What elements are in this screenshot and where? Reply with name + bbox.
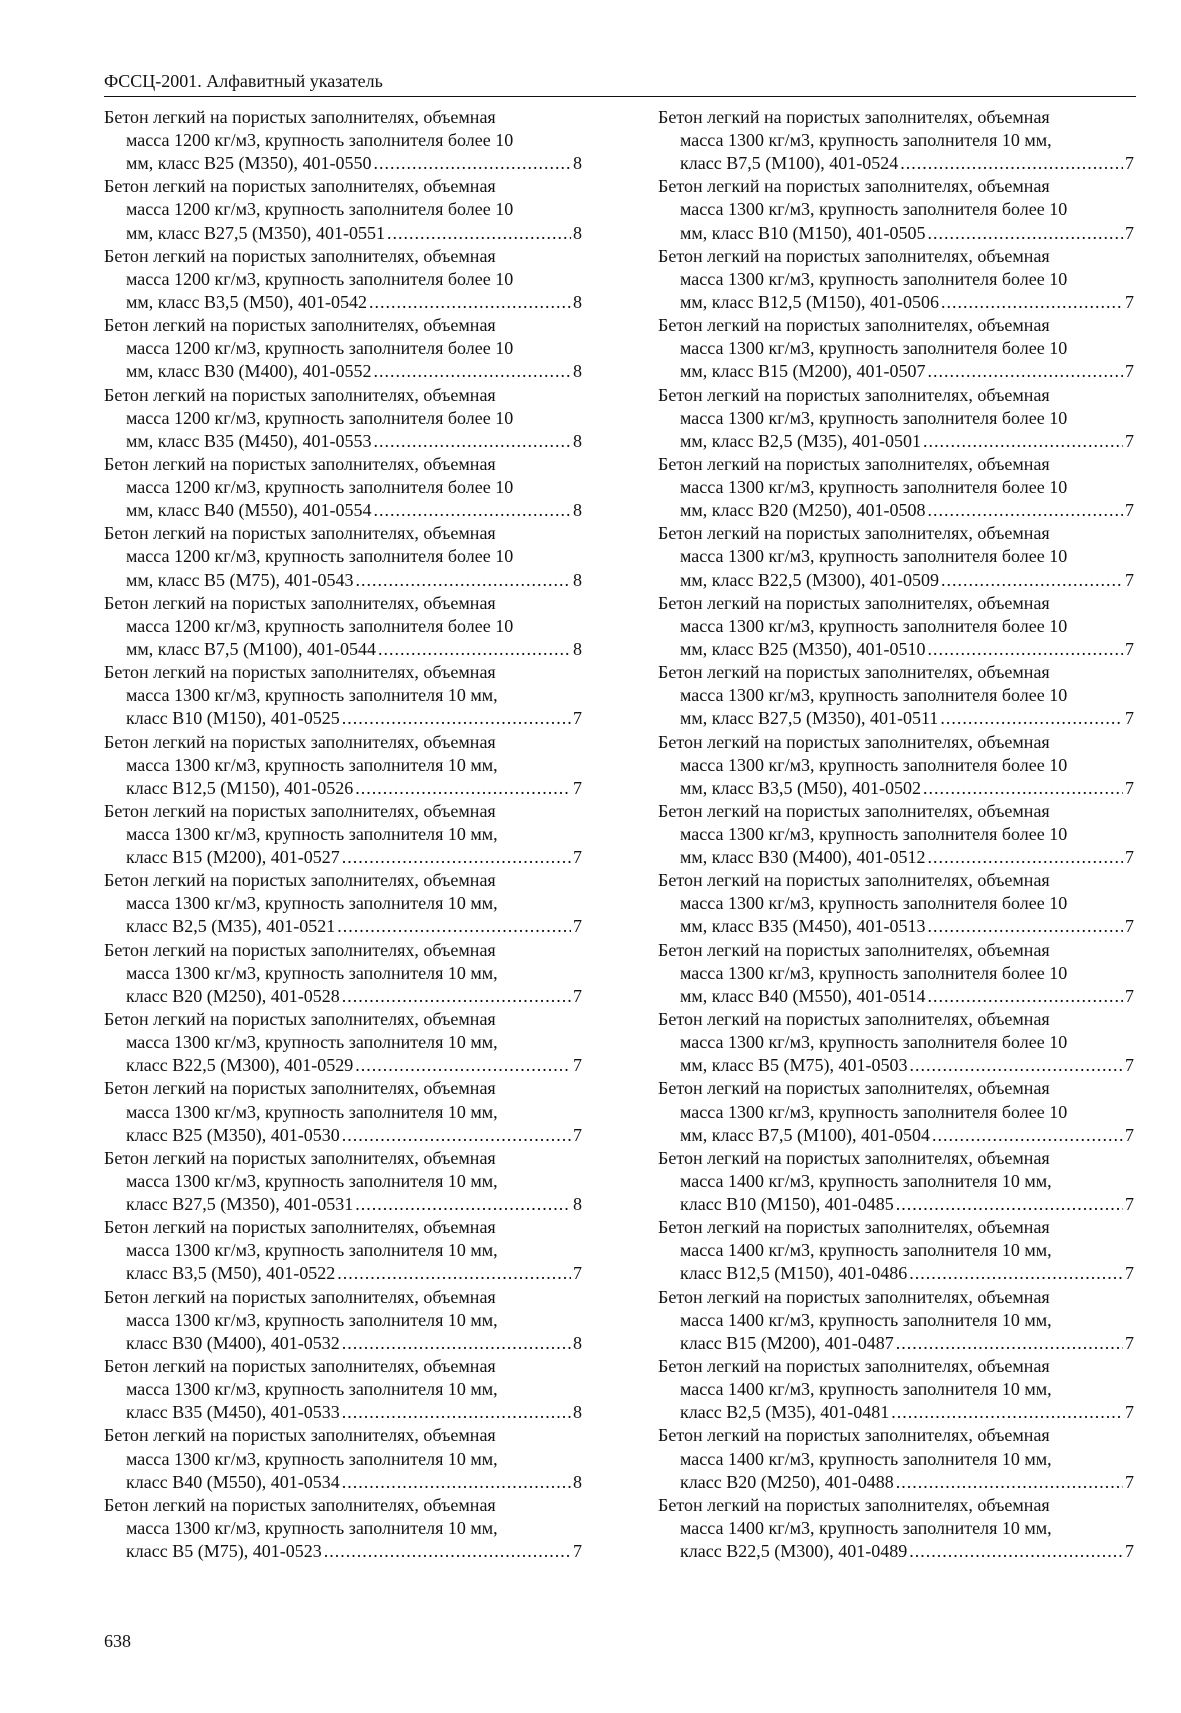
- dot-leader: [891, 1401, 1123, 1424]
- index-entry-line-2: масса 1300 кг/м3, крупность заполнителя более 10: [680, 199, 1068, 220]
- dot-leader: [373, 360, 571, 383]
- index-entry-code: мм, класс В27,5 (М350), 401-0511: [680, 708, 939, 729]
- index-entry-line-2: масса 1300 кг/м3, крупность заполнителя более 10: [680, 685, 1068, 706]
- dot-leader: [342, 1124, 571, 1147]
- index-entry-line-1: Бетон легкий на пористых заполнителях, объемная: [658, 107, 1050, 127]
- index-entry-line-2: масса 1200 кг/м3, крупность заполнителя более 10: [126, 199, 514, 220]
- index-entry-page: 7: [573, 1055, 582, 1076]
- index-entry-line-2: масса 1200 кг/м3, крупность заполнителя более 10: [126, 338, 514, 359]
- index-entry-page: 7: [1125, 569, 1134, 590]
- index-entry-line-2: масса 1300 кг/м3, крупность заполнителя 10 мм,: [680, 130, 1052, 151]
- index-entry-line-2: масса 1300 кг/м3, крупность заполнителя 10 мм,: [126, 685, 498, 706]
- index-entry-line-1: Бетон легкий на пористых заполнителях, объемная: [658, 1356, 1050, 1377]
- index-entry: [658, 106, 1134, 175]
- dot-leader: [369, 291, 571, 314]
- index-entry-line-1: Бетон легкий на пористых заполнителях, объемная: [104, 384, 496, 405]
- index-entry: [658, 1494, 1134, 1563]
- index-entry-page: 7: [573, 985, 582, 1006]
- index-entry: [658, 800, 1134, 869]
- index-entry-line-2: масса 1300 кг/м3, крупность заполнителя более 10: [680, 407, 1068, 428]
- index-entry-page: 7: [1125, 708, 1134, 729]
- index-entry-page: 7: [1125, 222, 1134, 243]
- index-entry-line-2: масса 1400 кг/м3, крупность заполнителя 10 мм,: [680, 1170, 1052, 1191]
- index-entry-page: 8: [573, 1332, 582, 1353]
- index-entry-line-3: [658, 222, 1134, 245]
- index-entry-line-3: [658, 499, 1134, 522]
- dot-leader: [342, 707, 571, 730]
- index-entry-code: мм, класс В5 (М75), 401-0503: [680, 1055, 908, 1076]
- index-entry-code: класс В30 (М400), 401-0532: [126, 1332, 340, 1353]
- index-entry: [658, 522, 1134, 591]
- index-entry: [104, 175, 582, 244]
- index-entry: [104, 1494, 582, 1563]
- index-entry-page: 7: [1125, 1332, 1134, 1353]
- index-entry: [104, 453, 582, 522]
- index-entry-page: 8: [573, 569, 582, 590]
- index-entry-line-2: масса 1300 кг/м3, крупность заполнителя 10 мм,: [126, 893, 498, 914]
- index-entry-code: мм, класс В7,5 (М100), 401-0504: [680, 1124, 930, 1145]
- dot-leader: [373, 499, 571, 522]
- index-entry-code: класс В10 (М150), 401-0525: [126, 708, 340, 729]
- index-entry-line-2: масса 1300 кг/м3, крупность заполнителя 10 мм,: [126, 1032, 498, 1053]
- index-entry-code: класс В2,5 (М35), 401-0481: [680, 1402, 890, 1423]
- index-entry-page: 7: [1125, 1124, 1134, 1145]
- index-entry: [658, 314, 1134, 383]
- index-entry-line-3: [104, 1401, 582, 1424]
- index-entry-code: класс В35 (М450), 401-0533: [126, 1402, 340, 1423]
- index-entry-page: 8: [573, 1402, 582, 1423]
- index-entry-line-2: масса 1200 кг/м3, крупность заполнителя более 10: [126, 268, 514, 289]
- index-entry-page: 7: [1125, 361, 1134, 382]
- index-entry-code: класс В2,5 (М35), 401-0521: [126, 916, 336, 937]
- index-entry-line-3: [104, 638, 582, 661]
- index-entry-line-2: масса 1400 кг/м3, крупность заполнителя 10 мм,: [680, 1517, 1052, 1538]
- index-entry-page: 8: [573, 153, 582, 174]
- index-entry-page: 7: [1125, 638, 1134, 659]
- dot-leader: [896, 1471, 1123, 1494]
- index-entry: [104, 522, 582, 591]
- index-entry-line-3: [104, 499, 582, 522]
- dot-leader: [896, 1332, 1123, 1355]
- index-entry-line-3: [104, 915, 582, 938]
- index-entry-line-1: Бетон легкий на пористых заполнителях, объемная: [104, 1286, 496, 1307]
- dot-leader: [342, 1332, 571, 1355]
- index-entry: [658, 1286, 1134, 1355]
- index-entry-page: 8: [573, 500, 582, 521]
- index-entry-line-3: [658, 707, 1134, 730]
- index-entry-line-3: [104, 777, 582, 800]
- index-entry: [104, 314, 582, 383]
- index-entry-line-2: масса 1300 кг/м3, крупность заполнителя 10 мм,: [126, 1101, 498, 1122]
- index-entry-code: класс В40 (М550), 401-0534: [126, 1471, 340, 1492]
- index-entry-code: мм, класс В22,5 (М300), 401-0509: [680, 569, 939, 590]
- dot-leader: [373, 430, 571, 453]
- index-entry-code: мм, класс В2,5 (М35), 401-0501: [680, 430, 921, 451]
- index-entry-line-1: Бетон легкий на пористых заполнителях, объемная: [104, 1425, 496, 1446]
- index-entry-line-2: масса 1300 кг/м3, крупность заполнителя более 10: [680, 893, 1068, 914]
- index-entry-line-1: Бетон легкий на пористых заполнителях, объемная: [658, 1078, 1050, 1099]
- index-entry-page: 8: [573, 638, 582, 659]
- index-entry-line-1: Бетон легкий на пористых заполнителях, объемная: [104, 662, 496, 683]
- index-entry: [658, 1008, 1134, 1077]
- index-entry-code: мм, класс В30 (М400), 401-0552: [126, 361, 372, 382]
- index-entry-line-3: [104, 1262, 582, 1285]
- index-entry-line-2: масса 1300 кг/м3, крупность заполнителя 10 мм,: [126, 1517, 498, 1538]
- index-entry-code: класс В5 (М75), 401-0523: [126, 1541, 322, 1561]
- dot-leader: [342, 1401, 571, 1424]
- index-entry-page: 7: [1125, 916, 1134, 937]
- index-entry-line-3: [104, 430, 582, 453]
- dot-leader: [337, 1262, 571, 1285]
- index-entry: [104, 1424, 582, 1493]
- index-entry-line-3: [658, 1124, 1134, 1147]
- index-entry-line-1: Бетон легкий на пористых заполнителях, объемная: [658, 1147, 1050, 1168]
- index-entry-line-2: масса 1400 кг/м3, крупность заполнителя 10 мм,: [680, 1309, 1052, 1330]
- dot-leader: [896, 1193, 1123, 1216]
- dot-leader: [342, 985, 571, 1008]
- index-entry-line-1: Бетон легкий на пористых заполнителях, объемная: [104, 107, 496, 127]
- index-entry-line-2: масса 1400 кг/м3, крупность заполнителя 10 мм,: [680, 1448, 1052, 1469]
- index-entry-page: 7: [573, 847, 582, 868]
- index-entry-line-1: Бетон легкий на пористых заполнителях, объемная: [658, 1217, 1050, 1238]
- dot-leader: [337, 915, 571, 938]
- index-entry-code: мм, класс В7,5 (М100), 401-0544: [126, 638, 376, 659]
- index-entry-code: мм, класс В5 (М75), 401-0543: [126, 569, 354, 590]
- index-entry: [658, 1077, 1134, 1146]
- index-entry-line-3: [658, 360, 1134, 383]
- index-entry-line-2: масса 1400 кг/м3, крупность заполнителя 10 мм,: [680, 1240, 1052, 1261]
- index-entry-line-3: [104, 569, 582, 592]
- index-entry: [658, 453, 1134, 522]
- index-entry-code: мм, класс В40 (М550), 401-0554: [126, 500, 372, 521]
- index-entry-line-2: масса 1300 кг/м3, крупность заполнителя более 10: [680, 1101, 1068, 1122]
- index-entry-line-3: [104, 846, 582, 869]
- index-entry-line-2: масса 1300 кг/м3, крупность заполнителя более 10: [680, 754, 1068, 775]
- index-entry-page: 7: [1125, 1194, 1134, 1215]
- index-entry-line-1: Бетон легкий на пористых заполнителях, объемная: [658, 176, 1050, 197]
- index-entry-page: 7: [573, 777, 582, 798]
- index-entry-line-3: [104, 1471, 582, 1494]
- index-entry-code: класс В22,5 (М300), 401-0489: [680, 1541, 908, 1561]
- index-entry: [104, 869, 582, 938]
- index-entry-page: 7: [1125, 430, 1134, 451]
- index-entry-line-1: Бетон легкий на пористых заполнителях, объемная: [658, 523, 1050, 544]
- index-entry-line-3: [104, 1193, 582, 1216]
- index-entry-code: мм, класс В20 (М250), 401-0508: [680, 500, 926, 521]
- index-entry: [104, 731, 582, 800]
- index-entry-line-1: Бетон легкий на пористых заполнителях, объемная: [104, 523, 496, 544]
- index-entry-code: мм, класс В25 (М350), 401-0510: [680, 638, 926, 659]
- dot-leader: [355, 569, 571, 592]
- index-entry-line-3: [658, 1540, 1134, 1563]
- index-entry-line-1: Бетон легкий на пористых заполнителях, объемная: [104, 1217, 496, 1238]
- index-entry: [104, 939, 582, 1008]
- dot-leader: [355, 1193, 571, 1216]
- dot-leader: [927, 915, 1123, 938]
- index-entry-line-1: Бетон легкий на пористых заполнителях, объемная: [658, 1286, 1050, 1307]
- dot-leader: [927, 985, 1123, 1008]
- index-entry-code: мм, класс В35 (М450), 401-0513: [680, 916, 926, 937]
- index-entry-line-3: [104, 707, 582, 730]
- index-entry: [104, 800, 582, 869]
- index-entry-code: класс В7,5 (М100), 401-0524: [680, 153, 899, 174]
- index-entry-line-1: Бетон легкий на пористых заполнителях, объемная: [104, 453, 496, 474]
- index-entry-line-1: Бетон легкий на пористых заполнителях, объемная: [104, 176, 496, 197]
- index-entry-line-2: масса 1200 кг/м3, крупность заполнителя более 10: [126, 546, 514, 567]
- index-entry-page: 7: [1125, 500, 1134, 521]
- index-entry-line-2: масса 1300 кг/м3, крупность заполнителя 10 мм,: [126, 754, 498, 775]
- index-entry: [104, 1355, 582, 1424]
- index-entry-line-3: [658, 1332, 1134, 1355]
- index-entry: [658, 1147, 1134, 1216]
- index-entry-line-2: масса 1200 кг/м3, крупность заполнителя более 10: [126, 615, 514, 636]
- index-entry: [658, 869, 1134, 938]
- index-entry-line-1: Бетон легкий на пористых заполнителях, объемная: [658, 731, 1050, 752]
- index-entry-line-1: Бетон легкий на пористых заполнителях, объемная: [658, 939, 1050, 960]
- index-entry-page: 7: [1125, 1471, 1134, 1492]
- index-entry-code: мм, класс В10 (М150), 401-0505: [680, 222, 926, 243]
- index-entry-line-1: Бетон легкий на пористых заполнителях, объемная: [104, 1009, 496, 1030]
- index-entry-code: класс В12,5 (М150), 401-0486: [680, 1263, 908, 1284]
- index-entry-code: мм, класс В40 (М550), 401-0514: [680, 985, 926, 1006]
- index-entry: [104, 1286, 582, 1355]
- index-entry-line-2: масса 1300 кг/м3, крупность заполнителя 10 мм,: [126, 1379, 498, 1400]
- index-entry-code: класс В20 (М250), 401-0488: [680, 1471, 894, 1492]
- index-entry: [658, 731, 1134, 800]
- index-entry-page: 7: [1125, 153, 1134, 174]
- dot-leader: [342, 1471, 571, 1494]
- index-entry-line-1: Бетон легкий на пористых заполнителях, объемная: [658, 384, 1050, 405]
- index-entry-line-2: масса 1400 кг/м3, крупность заполнителя 10 мм,: [680, 1379, 1052, 1400]
- index-entry: [104, 661, 582, 730]
- index-entry: [104, 245, 582, 314]
- dot-leader: [909, 1540, 1123, 1563]
- index-entry-code: мм, класс В25 (М350), 401-0550: [126, 153, 372, 174]
- index-entry-code: класс В25 (М350), 401-0530: [126, 1124, 340, 1145]
- index-entry-line-1: Бетон легкий на пористых заполнителях, объемная: [658, 1494, 1050, 1515]
- index-entry: [658, 939, 1134, 1008]
- index-entry-line-1: Бетон легкий на пористых заполнителях, объемная: [104, 939, 496, 960]
- index-entry-page: 8: [573, 361, 582, 382]
- index-entry-line-3: [104, 1332, 582, 1355]
- index-entry: [104, 592, 582, 661]
- index-entry-line-3: [104, 1124, 582, 1147]
- index-entry-page: 8: [573, 430, 582, 451]
- index-entry-line-3: [104, 222, 582, 245]
- index-entry: [658, 384, 1134, 453]
- index-entry-line-1: Бетон легкий на пористых заполнителях, объемная: [104, 1356, 496, 1377]
- index-entry-line-3: [658, 1262, 1134, 1285]
- dot-leader: [940, 707, 1123, 730]
- index-entry-line-2: масса 1300 кг/м3, крупность заполнителя более 10: [680, 268, 1068, 289]
- index-entry: [658, 1355, 1134, 1424]
- index-entry-code: мм, класс В12,5 (М150), 401-0506: [680, 291, 939, 312]
- index-entry: [104, 384, 582, 453]
- index-entry-code: класс В15 (М200), 401-0487: [680, 1332, 894, 1353]
- index-entry-line-1: Бетон легкий на пористых заполнителях, объемная: [104, 245, 496, 266]
- index-entry-page: 7: [1125, 1263, 1134, 1284]
- dot-leader: [941, 569, 1123, 592]
- index-entry-line-3: [658, 777, 1134, 800]
- index-entry-line-2: масса 1200 кг/м3, крупность заполнителя более 10: [126, 477, 514, 498]
- page-header: ФССЦ-2001. Алфавитный указатель: [104, 70, 1136, 97]
- index-entry-line-1: Бетон легкий на пористых заполнителях, объемная: [104, 592, 496, 613]
- index-entry-line-2: масса 1300 кг/м3, крупность заполнителя более 10: [680, 338, 1068, 359]
- index-entry-line-2: масса 1200 кг/м3, крупность заполнителя более 10: [126, 130, 514, 151]
- index-entry-line-2: масса 1200 кг/м3, крупность заполнителя более 10: [126, 407, 514, 428]
- index-entry-line-1: Бетон легкий на пористых заполнителях, объемная: [658, 662, 1050, 683]
- index-entry-line-3: [104, 1540, 582, 1563]
- index-entry-page: 7: [1125, 1055, 1134, 1076]
- index-entry-page: 7: [573, 708, 582, 729]
- index-entry: [104, 1147, 582, 1216]
- dot-leader: [923, 430, 1123, 453]
- index-entry-page: 8: [573, 1194, 582, 1215]
- index-entry: [104, 106, 582, 175]
- index-entry-line-3: [658, 638, 1134, 661]
- index-entry-code: мм, класс В15 (М200), 401-0507: [680, 361, 926, 382]
- dot-leader: [927, 846, 1123, 869]
- index-entry-line-2: масса 1300 кг/м3, крупность заполнителя 10 мм,: [126, 1240, 498, 1261]
- index-entry-page: 7: [573, 1263, 582, 1284]
- dot-leader: [927, 499, 1123, 522]
- index-entry-line-3: [658, 291, 1134, 314]
- dot-leader: [355, 1054, 571, 1077]
- index-entry-line-2: масса 1300 кг/м3, крупность заполнителя более 10: [680, 546, 1068, 567]
- index-entry-page: 8: [573, 291, 582, 312]
- dot-leader: [373, 152, 571, 175]
- dot-leader: [932, 1124, 1123, 1147]
- index-entry-page: 7: [573, 1541, 582, 1561]
- index-entry-line-1: Бетон легкий на пористых заполнителях, объемная: [104, 315, 496, 336]
- dot-leader: [909, 1054, 1123, 1077]
- index-entry-code: мм, класс В3,5 (М50), 401-0542: [126, 291, 367, 312]
- index-entry-code: класс В3,5 (М50), 401-0522: [126, 1263, 336, 1284]
- index-entry-line-3: [104, 985, 582, 1008]
- index-entry: [658, 1424, 1134, 1493]
- index-entry-line-3: [658, 152, 1134, 175]
- dot-leader: [324, 1540, 571, 1563]
- index-entry: [658, 661, 1134, 730]
- index-entry-line-2: масса 1300 кг/м3, крупность заполнителя 10 мм,: [126, 1309, 498, 1330]
- index-entry-page: 7: [1125, 1402, 1134, 1423]
- index-entry-line-3: [658, 1401, 1134, 1424]
- index-entry-code: класс В22,5 (М300), 401-0529: [126, 1055, 354, 1076]
- dot-leader: [342, 846, 571, 869]
- index-entry-page: 7: [573, 1124, 582, 1145]
- dot-leader: [923, 777, 1123, 800]
- index-entry-line-3: [658, 985, 1134, 1008]
- index-entry-line-3: [658, 430, 1134, 453]
- index-entry-line-3: [104, 1054, 582, 1077]
- index-entry-line-2: масса 1300 кг/м3, крупность заполнителя 10 мм,: [126, 1448, 498, 1469]
- index-entry-line-2: масса 1300 кг/м3, крупность заполнителя более 10: [680, 962, 1068, 983]
- dot-leader: [900, 152, 1123, 175]
- index-entry-page: 7: [1125, 847, 1134, 868]
- index-entry-line-2: масса 1300 кг/м3, крупность заполнителя более 10: [680, 824, 1068, 844]
- index-entry-line-3: [658, 1193, 1134, 1216]
- index-entry-code: мм, класс В35 (М450), 401-0553: [126, 430, 372, 451]
- index-entry-line-1: Бетон легкий на пористых заполнителях, объемная: [658, 315, 1050, 336]
- index-entry: [658, 592, 1134, 661]
- index-entry-code: класс В15 (М200), 401-0527: [126, 847, 340, 868]
- index-column-left: [104, 106, 582, 1563]
- index-entry-line-3: [104, 360, 582, 383]
- index-entry-line-1: Бетон легкий на пористых заполнителях, объемная: [104, 1078, 496, 1099]
- index-entry: [104, 1008, 582, 1077]
- index-entry-line-1: Бетон легкий на пористых заполнителях, объемная: [658, 1425, 1050, 1446]
- page-number: 638: [104, 1631, 131, 1651]
- index-entry-code: класс В12,5 (М150), 401-0526: [126, 777, 354, 798]
- index-entry-page: 8: [573, 222, 582, 243]
- index-entry-line-3: [658, 1054, 1134, 1077]
- index-entry-line-1: Бетон легкий на пористых заполнителях, объемная: [104, 1147, 496, 1168]
- dot-leader: [378, 638, 571, 661]
- index-entry-line-1: Бетон легкий на пористых заполнителях, объемная: [658, 800, 1050, 821]
- index-entry-line-1: Бетон легкий на пористых заполнителях, объемная: [658, 592, 1050, 613]
- index-entry-line-3: [658, 915, 1134, 938]
- index-entry-line-2: масса 1300 кг/м3, крупность заполнителя 10 мм,: [126, 1170, 498, 1191]
- index-column-right: [658, 106, 1134, 1563]
- index-entry-line-1: Бетон легкий на пористых заполнителях, объемная: [658, 245, 1050, 266]
- dot-leader: [355, 777, 571, 800]
- index-entry-line-2: масса 1300 кг/м3, крупность заполнителя более 10: [680, 477, 1068, 498]
- index-entry-line-1: Бетон легкий на пористых заполнителях, объемная: [658, 453, 1050, 474]
- dot-leader: [387, 222, 571, 245]
- index-entry-line-1: Бетон легкий на пористых заполнителях, объемная: [104, 870, 496, 891]
- index-entry-line-1: Бетон легкий на пористых заполнителях, объемная: [104, 800, 496, 821]
- dot-leader: [927, 360, 1123, 383]
- index-entry-line-3: [658, 569, 1134, 592]
- index-entry-line-2: масса 1300 кг/м3, крупность заполнителя 10 мм,: [126, 824, 498, 844]
- index-entry: [658, 245, 1134, 314]
- index-entry-page: 7: [1125, 985, 1134, 1006]
- dot-leader: [927, 638, 1123, 661]
- index-entry-line-2: масса 1300 кг/м3, крупность заполнителя более 10: [680, 1032, 1068, 1053]
- index-entry-line-1: Бетон легкий на пористых заполнителях, объемная: [658, 870, 1050, 891]
- index-entry-code: мм, класс В3,5 (М50), 401-0502: [680, 777, 921, 798]
- index-entry: [104, 1077, 582, 1146]
- index-entry-code: мм, класс В30 (М400), 401-0512: [680, 847, 926, 868]
- index-entry-page: 8: [573, 1471, 582, 1492]
- dot-leader: [941, 291, 1123, 314]
- dot-leader: [927, 222, 1123, 245]
- index-entry-line-3: [658, 1471, 1134, 1494]
- index-entry: [658, 1216, 1134, 1285]
- index-entry-page: 7: [573, 916, 582, 937]
- index-entry-code: класс В20 (М250), 401-0528: [126, 985, 340, 1006]
- index-entry-code: мм, класс В27,5 (М350), 401-0551: [126, 222, 385, 243]
- index-entry-page: 7: [1125, 1541, 1134, 1561]
- index-entry-page: 7: [1125, 777, 1134, 798]
- index-entry-line-3: [104, 152, 582, 175]
- index-entry-line-3: [658, 846, 1134, 869]
- index-entry-code: класс В10 (М150), 401-0485: [680, 1194, 894, 1215]
- index-entry-line-3: [104, 291, 582, 314]
- index-entry-line-1: Бетон легкий на пористых заполнителях, объемная: [104, 1494, 496, 1515]
- index-entry-line-1: Бетон легкий на пористых заполнителях, объемная: [104, 731, 496, 752]
- dot-leader: [909, 1262, 1123, 1285]
- index-entry-line-2: масса 1300 кг/м3, крупность заполнителя более 10: [680, 615, 1068, 636]
- index-entry: [658, 175, 1134, 244]
- index-entry-line-2: масса 1300 кг/м3, крупность заполнителя 10 мм,: [126, 962, 498, 983]
- index-entry-line-1: Бетон легкий на пористых заполнителях, объемная: [658, 1009, 1050, 1030]
- index-entry-page: 7: [1125, 291, 1134, 312]
- index-entry-code: класс В27,5 (М350), 401-0531: [126, 1194, 354, 1215]
- index-entry: [104, 1216, 582, 1285]
